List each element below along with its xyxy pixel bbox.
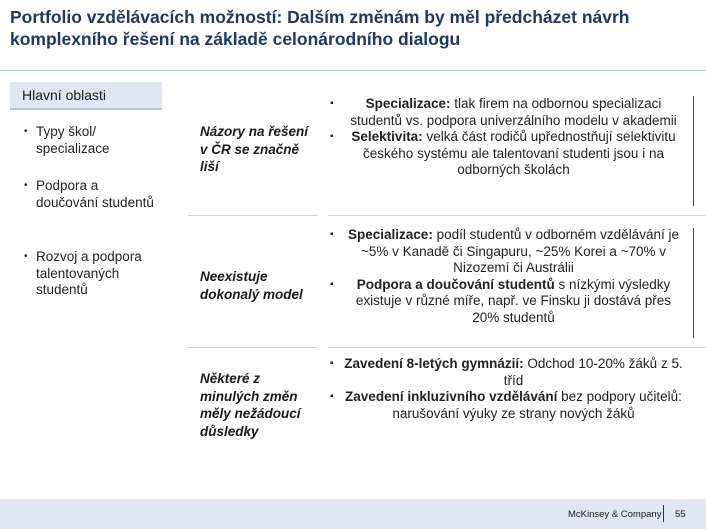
footer-divider: [663, 505, 664, 522]
row-2-point-1: ▪ Specializace: podíl studentů v odborném vzdělávání je ~5% v Kanadě či Singapuru, ~25% Korei a ~70% v Nizozemí či Austrálii: [330, 227, 679, 275]
row-2-opinion: Neexistuje dokonalý model: [200, 269, 303, 302]
row-2-point-2: ▪ Podpora a doučování studentů s nízkými výsledky existuje v různé míře, např. ve Finsku ji dostává přes 20% studentů: [330, 276, 672, 325]
page-title: Portfolio vzdělávacích možností: Dalším změnám by měl předcházet návrh komplexního řešení na základě celonárodního dialogu: [10, 7, 630, 49]
row-3-point-2: ▪ Zavedení inkluzivního vzdělávání bez podpory učitelů: narušování výuky ze strany nových žáků: [330, 389, 682, 421]
row-1-point-1: ▪ Specializace: tlak firem na odbornou specializaci studentů vs. podpora univerzálního modelu v akademii: [330, 96, 677, 128]
row-1-separator-left: [188, 215, 318, 216]
left-item-student-support: • Podpora a doučování studentů: [24, 178, 164, 211]
left-column-header: Hlavní oblasti: [10, 82, 162, 110]
row-1-opinion: Názory na řešení v ČR se značně liší: [200, 124, 309, 174]
row-1-separator-right: [328, 215, 706, 216]
row-2-marker-line: [693, 228, 694, 338]
row-1-point-2: ▪ Selektivita: velká část rodičů upřednostňují selektivitu českého systému ale talentovaní studenti jsou i na odborných školách: [330, 129, 676, 177]
title-divider: [0, 70, 706, 71]
row-1-points: [330, 96, 685, 179]
row-2-points: [330, 227, 685, 326]
left-item-school-types: • Typy škol/ specializace: [24, 124, 164, 157]
row-3-point-1: ▪ Zavedení 8-letých gymnázií: Odchod 10-20% žáků z 5. tříd: [330, 356, 683, 388]
footer: [0, 499, 706, 529]
row-2-separator-right: [328, 347, 706, 348]
left-item-talent-development: • Rozvoj a podpora talentovaných studentů: [24, 249, 164, 299]
footer-brand: McKinsey & Company: [568, 509, 662, 520]
row-2-separator-left: [188, 347, 318, 348]
row-3-points: [330, 356, 685, 422]
page-number: 55: [675, 509, 686, 520]
row-3-opinion: Některé z minulých změn měly nežádoucí důsledky: [200, 371, 301, 439]
row-1-marker-line: [693, 96, 694, 206]
